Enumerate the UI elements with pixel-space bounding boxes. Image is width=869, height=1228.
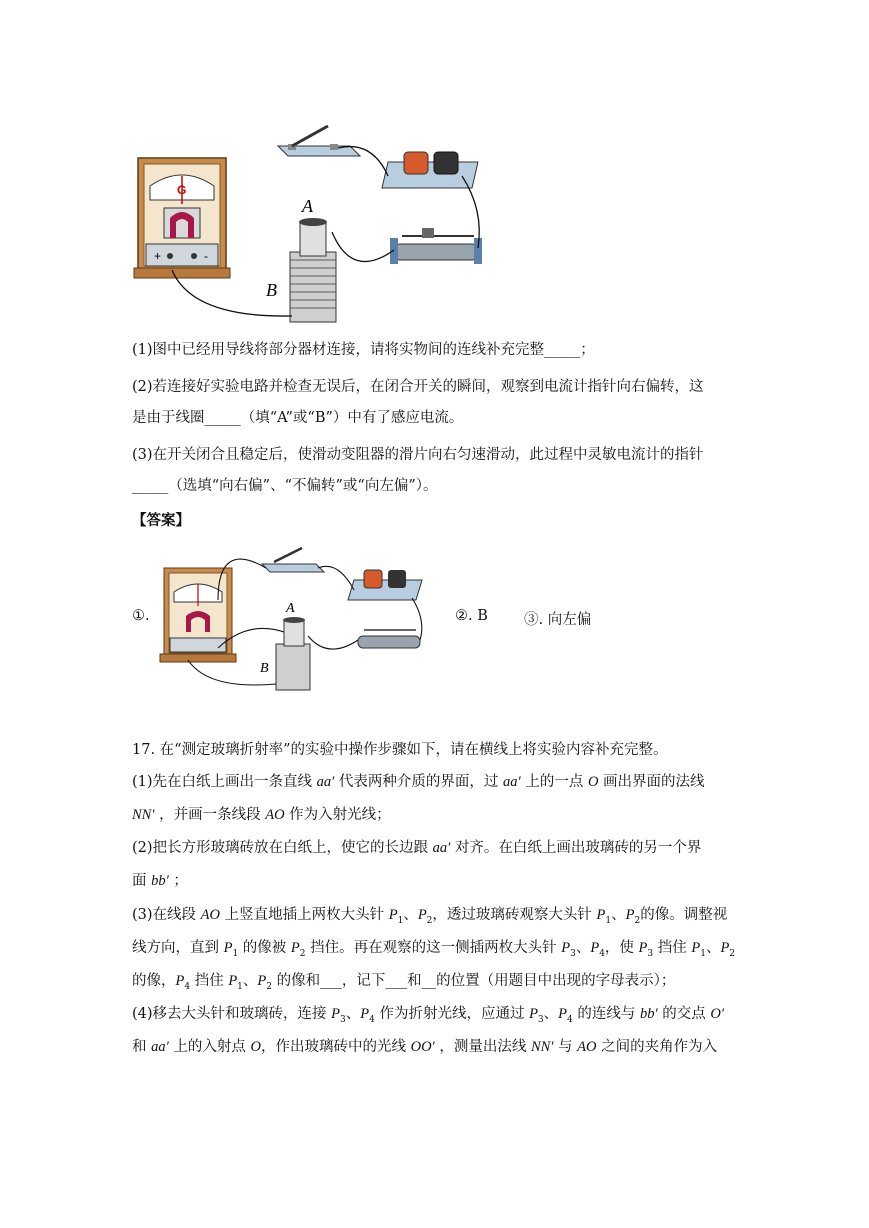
coil-label-b: B [266,280,277,300]
q17-step3-line3: 的像，$P_4$ 挡住 $P_1$、$P_2$ 的像和___，记下___和__的位置（用题目中出现的字母表示）； [132,973,676,992]
q17-step1-line1: (1)先在白纸上画出一条直线 aa′ 代表两种介质的界面，过 aa′ 上的一点 O 画出界面的法线 [132,774,705,790]
q16-part3-line1: (3)在开关闭合且稳定后，使滑动变阻器的滑片向右匀速滑动，此过程中灵敏电流计的指针 [132,447,704,463]
q17-step3-line1: (3)在线段 AO 上竖直地插上两枚大头针 $P_1$、$P_2$，透过玻璃砖观察大头针 $P_1$、$P_2$的像。调整视 [132,907,728,926]
answer-item-2: ②. B [455,608,488,624]
q16-part3-line2: _____（选填“向右偏”、“不偏转”或“向左偏”）。 [132,478,438,494]
answer-heading: 【答案】 [132,513,190,529]
q16-part2-line2: 是由于线圈_____（填“A”或“B”）中有了感应电流。 [132,410,464,426]
terminal-minus: - [204,249,208,263]
coil-label-a: A [302,196,313,216]
q17-step1-line2: NN′ ，并画一条线段 AO 作为入射光线； [132,807,391,823]
q17-step4-line2: 和 aa′ 上的入射点 O，作出玻璃砖中的光线 OO′ ，测量出法线 NN′ 与 AO 之间的夹角作为入 [132,1039,718,1055]
q17-intro: 17. 在“测定玻璃折射率”的实验中操作步骤如下，请在横线上将实验内容补充完整。 [132,742,668,758]
coil-assembly [290,218,336,322]
q16-part1: (1)图中已经用导线将部分器材连接，请将实物间的连线补充完整_____； [132,342,595,358]
galvanometer [134,158,230,278]
battery-box [382,152,478,188]
q17-step3-line2: 线方向，直到 $P_1$ 的像被 $P_2$ 挡住。再在观察的这一侧插两枚大头针 $P_3$、$P_4$，使 $P_3$ 挡住 $P_1$、$P_2$ [132,940,736,959]
circuit-figure-1 [132,120,492,330]
q17-step2-line1: (2)把长方形玻璃砖放在白纸上，使它的长边跟 aa′ 对齐。在白纸上画出玻璃砖的另一个界 [132,840,702,856]
answer-coil-label-b: B [260,661,269,676]
galvanometer-letter: G [177,183,187,197]
q17-step4-line1: (4)移去大头针和玻璃砖，连接 $P_3$、$P_4$ 作为折射光线，应通过 $P_3$、$P_4$ 的连线与 bb′ 的交点 O′ [132,1006,725,1025]
knife-switch [278,126,360,156]
terminal-plus: + [154,249,162,263]
galvanometer-answer [160,568,236,662]
rheostat [390,228,482,264]
q16-part2-line1: (2)若连接好实验电路并检查无误后，在闭合开关的瞬间，观察到电流计指针向右偏转，这 [132,379,704,395]
answer-item-3: ③. 向左偏 [524,612,592,628]
answer-coil-label-a: A [286,601,295,616]
circuit-figure-answer [158,540,428,700]
answer-item-1: ①. [132,608,150,624]
q17-step2-line2: 面 bb′ ； [132,873,188,889]
